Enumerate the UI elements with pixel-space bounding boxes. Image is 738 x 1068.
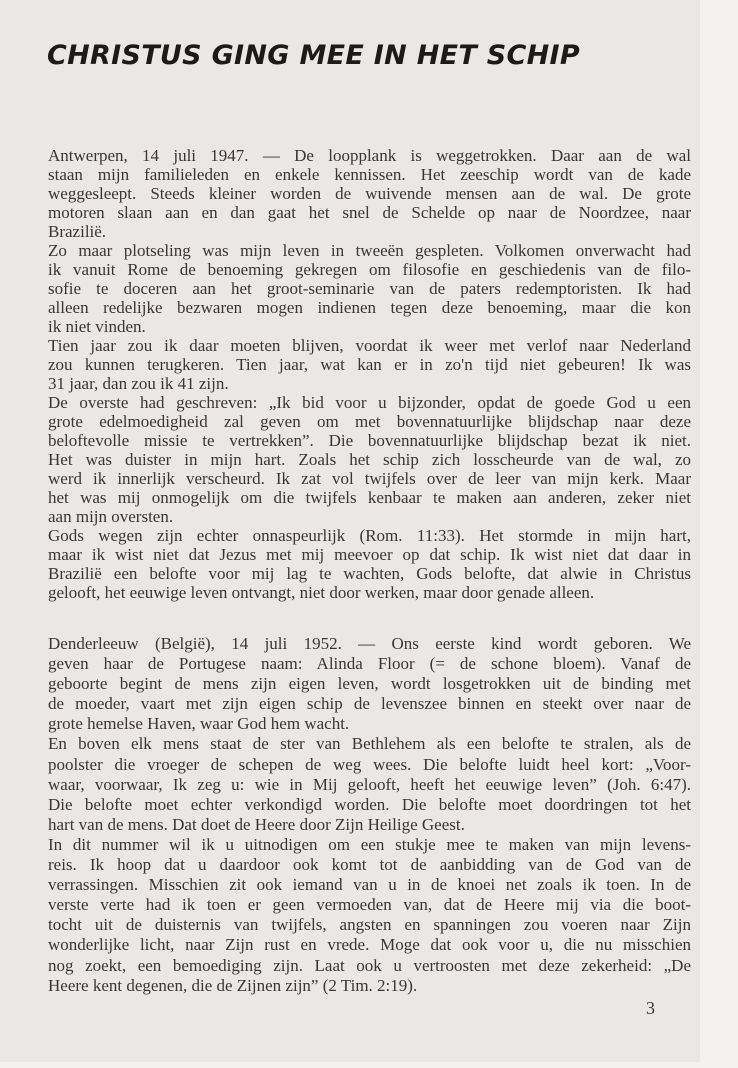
- text-line: grote hemelse Haven, waar God hem wacht.: [48, 714, 350, 734]
- text-line: sofie te doceren aan het groot-seminarie van de paters redemptoristen. Ik had: [48, 279, 691, 298]
- text-line: grote edelmoedigheid zal geven om met bovennatuurlijke blijdschap naar deze: [48, 412, 691, 431]
- text-line: De overste had geschreven: „Ik bid voor u bijzonder, opdat de goede God u een: [48, 393, 691, 412]
- text-line: 31 jaar, dan zou ik 41 zijn.: [48, 374, 229, 393]
- text-line: Brazilië.: [48, 222, 107, 241]
- text-line: verrassingen. Misschien zit ook iemand van u in de knoei net zoals ik toen. In de: [48, 875, 691, 895]
- text-line: hart van de mens. Dat doet de Heere door Zijn Heilige Geest.: [48, 814, 465, 834]
- text-line: weggesleept. Steeds kleiner worden de wuivende mensen aan de wal. De grote: [48, 184, 691, 203]
- paragraph: [48, 526, 691, 602]
- text-line: beloftevolle missie te vertrekken”. Die bovennatuurlijke blijdschap bezat ik niet.: [48, 431, 691, 450]
- text-line: gelooft, het eeuwige leven ontvangt, niet door werken, maar door genade alleen.: [48, 583, 595, 602]
- text-line: maar ik wist niet dat Jezus met mij meevoer op dat schip. Ik wist niet dat daar in: [48, 545, 691, 564]
- paragraph: [48, 835, 691, 996]
- text-line: reis. Ik hoop dat u daardoor ook komt tot de aanbidding van de God van de: [48, 855, 691, 875]
- text-line: Denderleeuw (België), 14 juli 1952. — Ons eerste kind wordt geboren. We: [48, 634, 691, 653]
- text-line: de moeder, vaart met zijn eigen schip de levenszee binnen en steekt over naar de: [48, 694, 691, 714]
- text-line: motoren slaan aan en dan gaat het snel de Schelde op naar de Noordzee, naar: [48, 203, 691, 222]
- paragraph: [48, 634, 691, 734]
- text-line: geven haar de Portugese naam: Alinda Floor (= de schone bloem). Vanaf de: [48, 654, 691, 674]
- text-line: staan mijn familieleden en enkele kennissen. Het zeeschip wordt van de kade: [48, 165, 691, 184]
- text-line: tocht uit de duisternis van twijfels, angsten en spanningen zou voeren naar Zijn: [48, 915, 691, 935]
- text-line: Tien jaar zou ik daar moeten blijven, voordat ik weer met verlof naar Nederland: [48, 336, 691, 355]
- page-number: 3: [646, 998, 655, 1018]
- section-antwerpen: [48, 146, 691, 602]
- section-denderleeuw: [48, 634, 691, 996]
- text-line: Brazilië een belofte voor mij lag te wachten, Gods belofte, dat alwie in Christus: [48, 564, 691, 583]
- text-line: werd ik innerlijk verscheurd. Ik zat vol twijfels over de leer van mijn kerk. Maar: [48, 469, 691, 488]
- text-line: poolster die vroeger de schepen de weg wees. Die belofte luidt heel kort: „Voor-: [48, 754, 691, 774]
- text-line: wonderlijke licht, naar Zijn rust en vrede. Moge dat ook voor u, die nu misschien: [48, 935, 691, 955]
- paragraph: [48, 241, 691, 336]
- page-title: CHRISTUS GING MEE IN HET SCHIP: [47, 40, 580, 71]
- text-line: Heere kent degenen, die de Zijnen zijn” (2 Tim. 2:19).: [48, 975, 418, 995]
- text-line: Die belofte moet echter verkondigd worden. Die belofte moet doordringen tot het: [48, 794, 691, 814]
- text-line: En boven elk mens staat de ster van Bethlehem als een belofte te stralen, als de: [48, 734, 691, 754]
- text-line: Antwerpen, 14 juli 1947. — De loopplank is weggetrokken. Daar aan de wal: [48, 146, 691, 165]
- paragraph: [48, 336, 691, 393]
- paragraph: [48, 146, 691, 241]
- text-line: waar, voorwaar, Ik zeg u: wie in Mij gelooft, heeft het eeuwige leven” (Joh. 6:47).: [48, 774, 691, 794]
- text-line: verste verte had ik toen er geen vermoeden van, dat de Heere mij via die boot-: [48, 895, 691, 915]
- text-line: aan mijn oversten.: [48, 507, 174, 526]
- text-line: zou kunnen terugkeren. Tien jaar, wat kan er in zo'n tijd niet gebeuren! Ik was: [48, 355, 691, 374]
- text-line: ik niet vinden.: [48, 317, 146, 336]
- paragraph: [48, 393, 691, 526]
- paragraph: [48, 734, 691, 834]
- text-line: geboorte begint de mens zijn eigen leven, wordt losgetrokken uit de binding met: [48, 674, 691, 694]
- text-line: Het was duister in mijn hart. Zoals het schip zich losscheurde van de wal, zo: [48, 450, 691, 469]
- text-line: ik vanuit Rome de benoeming gekregen om filosofie en geschiedenis van de filo-: [48, 260, 691, 279]
- text-line: alleen redelijke bezwaren mogen indienen tegen deze benoeming, maar die kon: [48, 298, 691, 317]
- text-line: nog zoekt, een bemoediging zijn. Laat ook u vertroosten met deze zekerheid: „De: [48, 955, 691, 975]
- text-line: In dit nummer wil ik u uitnodigen om een stukje mee te maken van mijn levens-: [48, 834, 691, 854]
- text-line: Zo maar plotseling was mijn leven in tweeën gespleten. Volkomen onverwacht had: [48, 241, 691, 260]
- text-line: Gods wegen zijn echter onnaspeurlijk (Rom. 11:33). Het stormde in mijn hart,: [48, 526, 691, 545]
- text-line: het was mij onmogelijk om die twijfels kenbaar te maken aan anderen, zeker niet: [48, 488, 691, 507]
